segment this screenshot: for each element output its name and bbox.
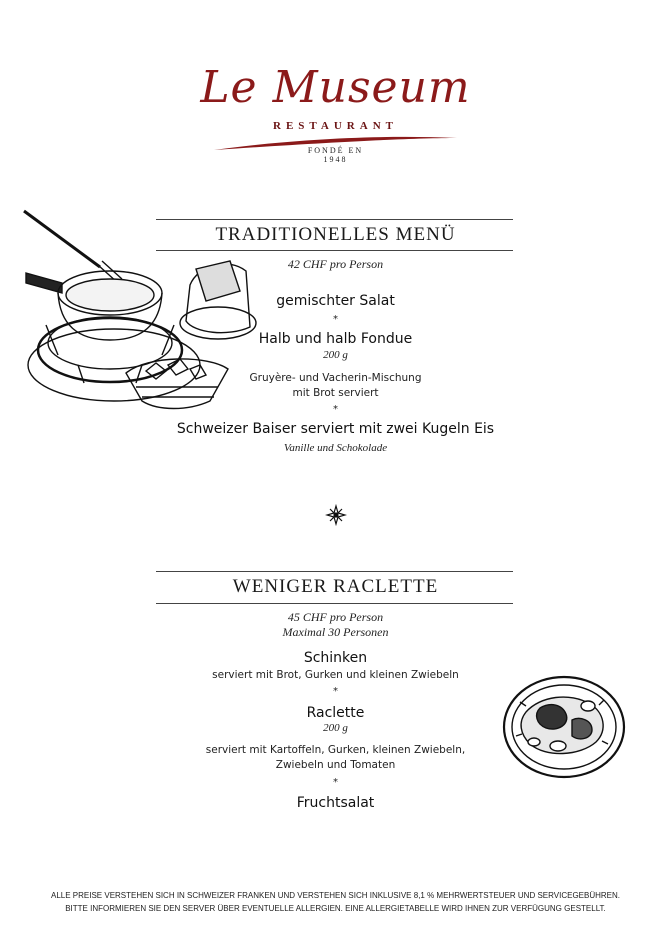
menu1-item-fondue-weight: 200 g — [323, 349, 348, 361]
logo-founded — [0, 146, 671, 164]
menu1-item-fondue-desc-1: Gruyère- und Vacherin-Mischung — [249, 372, 422, 384]
logo-founded-label: FONDÉ EN — [307, 146, 364, 155]
menu2-item-raclette-desc-2: Zwiebeln und Tomaten — [275, 759, 396, 771]
logo-wordmark: Le Museum — [200, 62, 471, 113]
menu1-item-salad: gemischter Salat — [276, 293, 395, 309]
footer-line-2: BITTE INFORMIEREN SIE DEN SERVER ÜBER EVENTUELLE ALLERGIEN. EINE ALLERGIETABELLE WIRD IHNEN ZUR VERFÜGUNG GESTELLT. — [65, 904, 606, 913]
menu1-item-dessert: Schweizer Baiser serviert mit zwei Kugeln Eis — [176, 421, 495, 437]
menu2-capacity: Maximal 30 Personen — [282, 625, 389, 639]
menu2-item-fruit-salad: Fruchtsalat — [296, 795, 375, 811]
menu1-price: 42 CHF pro Person — [287, 257, 384, 271]
menu2-separator-1: * — [333, 686, 338, 697]
menu2-separator-2: * — [333, 777, 338, 788]
menu2-rule-bottom — [156, 603, 513, 604]
menu2-price: 45 CHF pro Person — [287, 610, 384, 624]
menu2-heading: WENIGER RACLETTE — [232, 576, 439, 597]
menu1-rule-bottom — [156, 250, 513, 251]
menu1-item-fondue-desc-2: mit Brot serviert — [292, 387, 379, 399]
menu1-separator-2: * — [333, 404, 338, 415]
menu2-item-ham: Schinken — [303, 650, 368, 666]
menu2-item-raclette-weight: 200 g — [323, 722, 348, 734]
menu1-item-fondue: Halb und halb Fondue — [258, 331, 413, 347]
menu2-item-raclette-desc-1: serviert mit Kartoffeln, Gurken, kleinen Zwiebeln, — [205, 744, 466, 756]
logo-subtitle: RESTAURANT — [273, 120, 398, 132]
footer-line-1: ALLE PREISE VERSTEHEN SICH IN SCHWEIZER FRANKEN UND VERSTEHEN SICH INKLUSIVE 8,1 % MEHRWERTSTEUER UND SERVICEGEBÜHREN. — [51, 891, 620, 900]
menu1-item-dessert-desc: Vanille und Schokolade — [283, 442, 388, 454]
menu2-rule-top — [156, 571, 513, 572]
menu2-item-ham-desc: serviert mit Brot, Gurken und kleinen Zwiebeln — [212, 669, 459, 681]
edelweiss-icon — [325, 504, 347, 526]
logo-founded-year: 1948 — [323, 155, 348, 164]
menu1-separator-1: * — [333, 314, 338, 325]
menu2-item-raclette: Raclette — [306, 705, 365, 721]
menu1-rule-top — [156, 219, 513, 220]
footer-notice — [0, 889, 671, 915]
raclette-illustration-icon — [500, 672, 628, 782]
menu1-heading: TRADITIONELLES MENÜ — [215, 224, 456, 245]
